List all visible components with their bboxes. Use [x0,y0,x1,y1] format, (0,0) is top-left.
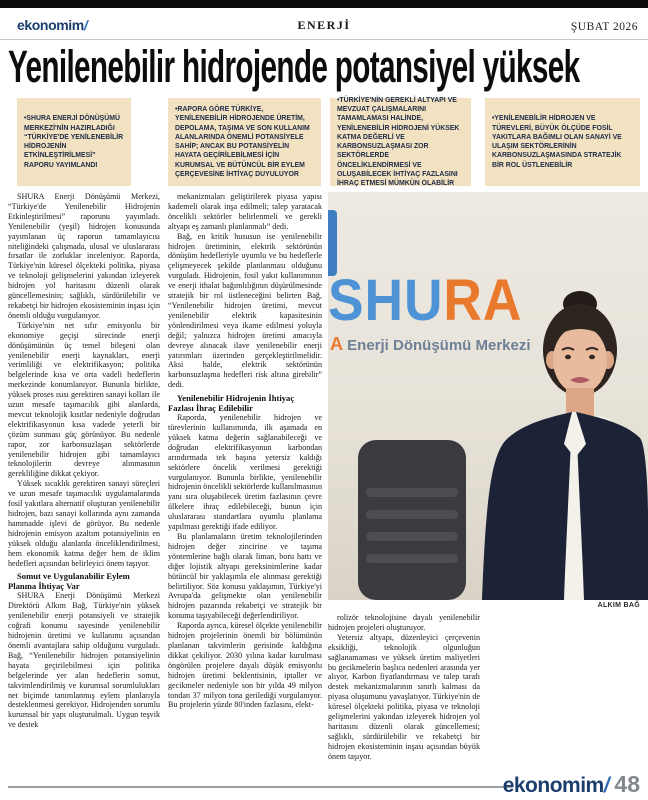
ekonomim-logo-text: ekonomim [17,17,84,33]
article-column-2 [168,192,322,767]
paragraph: rolizör teknolojisine dayalı yenilenebilir hidrojen projeleri oluşturuyor. [328,613,480,632]
main-headline-text: Yenilenebilir hidrojende potansiyel yüksek [8,42,580,92]
paragraph: SHURA Enerji Dönüşümü Merkezi, “Türkiye'de Yenilenebilir Hidrojenin Etkinleştirilmesi” raporunu yayımladı. Yenilenebilir (yeşil) hidrojen konusunda yayımlanan üç raporun tamamlayıcısı niteliğindeki çalışmada, ulusal ve uluslararası fırsatlar ile zorluklar inceleniyor. Raporda, Türkiye'nin küresel ölçekteki politika, piyasa ve teknoloji gelişmelerini yakından izleyerek hidrojen yol haritasını düzenli olarak güncellemesinin; sağlıklı, sürdürülebilir ve rekabetçi bir hidrojen ekosisteminin inşası için önemli olduğu vurgulanıyor. [8,192,160,320]
masthead [0,8,648,40]
article-right-area [328,192,648,767]
section-title: ENERJİ [297,18,351,32]
footer-logo-slash: / [603,774,610,797]
logo-slash-mark: / [83,17,88,33]
main-headline [8,42,640,92]
highlight-text-2: •RAPORA GÖRE TÜRKİYE, YENİLENEBİLİR HİDROJENDE ÜRETİM, DEPOLAMA, TAŞIMA VE SON KULLANIM ALANLARINDA ÖNEMLİ POTANSİYELE SAHİP; ANCAK BU POTANSİYELİN HAYATA GEÇİRİLEBİLMESİ İÇİN KURUMSAL VE BÜTÜNCÜL BİR EYLEM ÇERÇEVESİNE İHTİYAÇ DUYULUYOR [175,106,310,178]
paragraph: Yetersiz altyapı, düzenleyici çerçevenin eksikliği, teknolojik olgunluğun sağlanamaması ve yüksek üretim maliyetleri bu gecikmelerin başlıca nedenleri arasında yer alıyor. Karbon fiyatlandırması ve talep tarafı destek mekanizmalarının sınırlı kalması da piyasa oluşumunu yavaşlatıyor. Türkiye'nin de küresel ölçekteki politika, piyasa ve teknoloji gelişmelerini yakından izleyerek hidrojen yol haritasını düzenli olarak güncellemesi; sağlıklı, sürdürülebilir ve rekabetçi bir hidrojen ekosisteminin inşası açısından büyük önem taşıyor. [328,632,480,761]
footer-logo [503,771,640,798]
paragraph: Türkiye'nin net sıfır emisyonlu bir ekonomiye geçişi sürecinde enerji dönüşümünün üç temel bileşeni olan yenilenebilir enerji kaynakları, enerji verimliliği ve elektrifikasyon; politika belgelerinde kısa ve orta vadeli hedeflerin merkezinde konumlanıyor. Bununla birlikte, yüksek proses ısısı gerektiren sanayi kolları ile uzun mesafe taşımacılık gibi alanlarda, mevcut teknolojik kısıtlar nedeniyle doğrudan elektrifikasyonun kısa vadede yeterli bir çözüm sunması güç görünüyor. Bu nedenle rapor, zor karbonsuzlaşan sektörlerde yenilenebilir hidrojen gibi tamamlayıcı teknolojilerin devreye alınmasının gerekliliğine dikkat çekiyor. [8,320,160,479]
article-column-1 [8,192,160,767]
subheading-action-plan: Somut ve Uygulanabilir Eylem Planına İhtiyaç Var [8,571,130,592]
highlight-text-1: •SHURA ENERJİ DÖNÜŞÜMÜ MERKEZİ'NİN HAZIRLADIĞI “TÜRKİYE'DE YENİLENEBİLİR HİDROJENİN ETKİNLEŞTİRİLMESİ” RAPORU YAYIMLANDI [24,115,124,169]
paragraph: mekanizmaları geliştirilerek piyasa yapısı kademeli olarak inşa edilmeli; talep yaratacak öncelikli sektörler belirlenmeli ve gerekli altyapı eş zamanlı planlanmalı” dedi. [168,192,322,231]
shura-tagline-text: Enerji Dönüşümü Merkezi [343,337,531,354]
highlight-text-4: •YENİLENEBİLİR HİDROJEN VE TÜREVLERİ, BÜYÜK ÖLÇÜDE FOSİL YAKITLARA BAĞIMLI OLAN SANAYİ VE ULAŞIM SEKTÖRLERİNİN KARBONSUZLAŞMASINDA STRATEJİK BİR ROL ÜSTLENEBİLİR [492,115,622,169]
highlight-box-4 [485,98,640,186]
footer-rule [8,786,513,788]
paragraph: SHURA Enerji Dönüşümü Merkezi Direktörü Alkım Bağ, Türkiye'nin yüksek yenilenebilir enerji potansiyeli ve stratejik coğrafi konumu sayesinde yenilenebilir hidrojenin üretimi ve kullanımı açısından önemli avantajlara sahip olduğunu vurguladı. Bağ, “Yenilenebilir hidrojen potansiyelinin hayata geçirilebilmesi için politika belgelerinde yer alan hedeflerin somut, takvimlendirilmiş ve kurumsal sorumlulukları net biçimde tanımlanmış eylem planlarıyla desteklenmesi gerekiyor. Hidrojenden sorumlu kurumsal bir yapı oluşturulmalı. Uygun teşvik ve destek [8,591,160,730]
photo-caption: ALKIM BAĞ [597,602,640,609]
highlight-boxes-row [17,98,648,186]
person [482,291,648,600]
empty-column [480,613,648,765]
paragraph: Raporda ayrıca, küresel ölçekte yenilenebilir hidrojen projelerinin önemli bir bölümünün planlanan takvimlerin gerisinde kaldığına dikkat çekiliyor. 2030 yılına kadar kurulması öngörülen projelere dayalı düşük emisyonlu hidrojen üretimi beklentisinin, iptaller ve gecikmeler nedeniyle son bir yılda 49 milyon tondan 37 milyon tona gerilediği vurgulanıyor. Bu projelerin yüzde 80'inden fazlasını, elekt- [168,621,322,710]
paragraph: Yüksek sıcaklık gerektiren sanayi süreçleri ve uzun mesafe taşımacılık uygulamalarında fosil yakıtlara alternatif oluşturan yenilenebilir hidrojen, bazı sanayi kollarında aynı zamanda hammadde işlevi de görüyor. Bu nedenle hidrojenin emisyon azaltım potansiyelinin en yüksek olduğu alanlarda önceliklendirilmesi, hem ekonomik katma değer hem de iklim hedefleri açısından belirleyici önem taşıyor. [8,479,160,568]
article-body [8,192,648,767]
subheading-export: Yenilenebilir Hidrojenin İhtiyaç Fazlası İhraç Edilebilir [168,393,295,414]
article-photo [328,192,648,600]
article-column-3 [328,613,480,765]
person-illustration [328,192,648,600]
office-chair [358,440,466,600]
shura-tagline-mark: A [330,334,343,354]
highlight-box-1 [17,98,131,186]
top-black-bar [0,0,648,8]
shura-logo-blue: SHU [328,268,444,333]
highlight-box-3 [330,98,471,186]
paragraph: Raporda, yenilenebilir hidrojen ve türevlerinin kullanımında, ilk aşamada en yüksek katma değerin sağlanabileceği ve doğrudan elektrifikasyonun karbondan arındırmada tek başına yetersiz kaldığı sektörlere öncelik verilmesi gerektiği vurgulanıyor. Bununla birlikte, yenilenebilir hidrojenin öncelikli sektörlerde kullanılmasının yanı sıra oluşabilecek üretim fazlasının çevre ülkelere ihraç edilebileceği, bunun için uluslararası standartlara uyumlu planlama yapılması gerektiği ifade ediliyor. [168,413,322,532]
shura-logo-orange: RA [443,268,523,333]
footer-logo-text: ekonomim [502,774,604,797]
highlight-box-2 [168,98,321,186]
below-photo-columns [328,613,648,765]
paragraph: Bağ, en kritik hususun ise yenilenebilir hidrojen üretiminin, elektrik sektörünün dönüşüm hedefleriyle uyumlu ve bu hedeflerle çelişmeyecek şekilde planlanması olduğunu vurguladı. Hidrojenin, fosil yakıt kullanımının ve enerji ithalat bağımlılığının düşürülmesinde stratejik bir rol üstleneceğini belirten Bağ, “Yenilenebilir hidrojen üretimi, mevcut yenilenebilir elektrik kapasitesinin yönlendirilmesi veya ikame edilmesi yoluyla değil; yalnızca hidrojen üretimi amacıyla devreye alınacak ilave yenilenebilir enerji yatırımları üzerinden gerçekleştirilmelidir. Aksi halde, elektrik sektörünün karbonsuzlaşma hedefleri risk altına girebilir” dedi. [168,231,322,390]
paragraph: Bu planlamaların üretim teknolojilerinden hidrojen değer zincirine ve taşıma yöntemlerine bağlı olarak liman, boru hattı ve diğer lojistik altyapı gereksinimlerine kadar bütüncül bir yaklaşımla ele alınması gerektiği belirtiliyor. Söz konusu yaklaşımın, Türkiye'yi Avrupa'da gelişmekte olan yenilenebilir hidrojen pazarında rekabetçi ve stratejik bir konuma taşıyabileceği değerlendiriliyor. [168,532,322,621]
highlight-text-3: •TÜRKİYE'NİN GEREKLİ ALTYAPI VE MEVZUAT ÇALIŞMALARINI TAMAMLAMASI HALİNDE, YENİLENEBİLİR HİDROJENİ YÜKSEK KATMA DEĞERLİ VE KARBONSUZLAŞMASI ZOR SEKTÖRLERDE ÖNCELİKLENDİRMESİ VE OLUŞABİLECEK İHTİYAÇ FAZLASINI İHRAÇ ETMESİ MÜMKÜN OLABİLİR [337,96,460,187]
issue-date: ŞUBAT 2026 [570,21,638,33]
page-number: 48 [614,771,640,797]
